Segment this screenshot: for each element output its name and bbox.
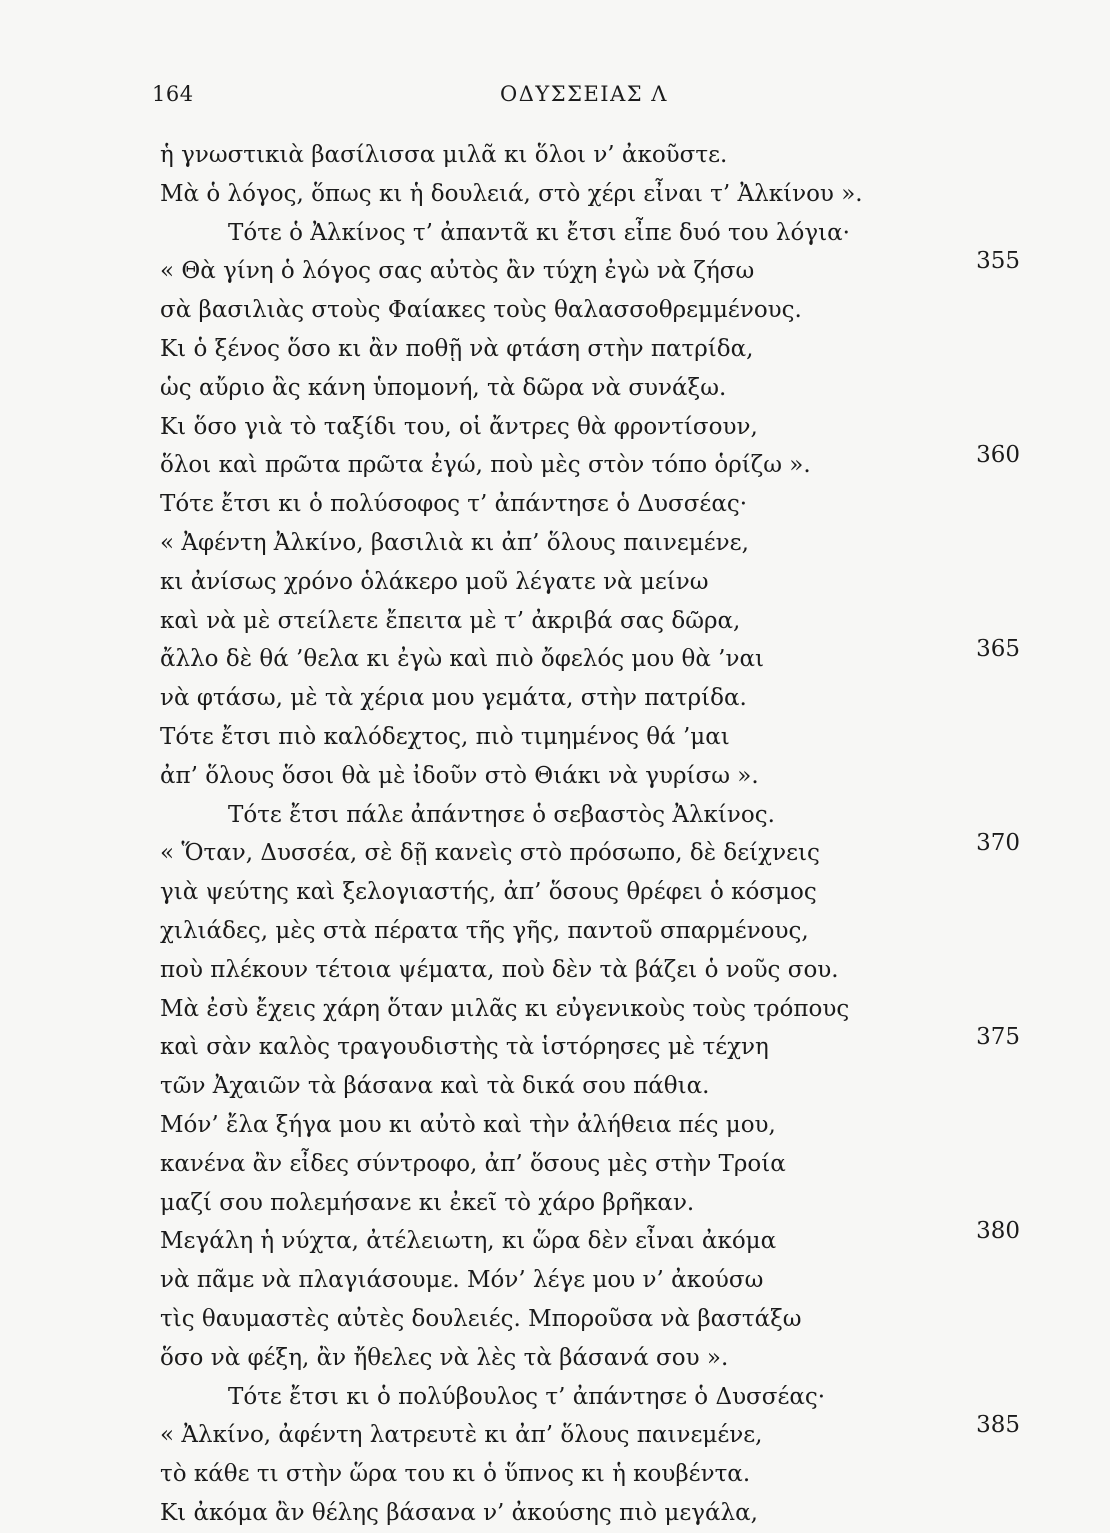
verse-line bbox=[160, 1339, 1020, 1378]
verse-text: ὡς αὔριο ἂς κάνη ὑπομονή, τὰ δῶρα νὰ συνάξω. bbox=[160, 374, 727, 401]
line-number: 360 bbox=[976, 442, 1020, 469]
verse-line bbox=[160, 1024, 1020, 1067]
verse-line bbox=[160, 1261, 1020, 1300]
verse-text: ποὺ πλέκουν τέτοια ψέματα, ποὺ δὲν τὰ βάζει ὁ νοῦς σου. bbox=[160, 956, 839, 983]
verse-line bbox=[160, 175, 1020, 214]
verse-line bbox=[160, 679, 1020, 718]
verse-line bbox=[160, 830, 1020, 873]
verse-text: μαζί σου πολεμήσανε κι ἐκεῖ τὸ χάρο βρῆκαν. bbox=[160, 1189, 695, 1216]
verse-line bbox=[160, 248, 1020, 291]
verse-text: Τότε ἔτσι πάλε ἀπάντησε ὁ σεβαστὸς Ἀλκίνος. bbox=[228, 801, 775, 828]
line-number: 355 bbox=[976, 248, 1020, 275]
line-number: 365 bbox=[976, 636, 1020, 663]
verse-line bbox=[160, 1218, 1020, 1261]
verse-line bbox=[160, 796, 1020, 835]
verse-text: σὰ βασιλιὰς στοὺς Φαίακες τοὺς θαλασσοθρεμμένους. bbox=[160, 297, 802, 324]
verse-text: Μὰ ἐσὺ ἔχεις χάρη ὅταν μιλᾶς κι εὐγενικοὺς τοὺς τρόπους bbox=[160, 995, 850, 1022]
line-number: 370 bbox=[976, 830, 1020, 857]
verse-text: Τότε ἔτσι κι ὁ πολύσοφος τ’ ἀπάντησε ὁ Δυσσέας· bbox=[160, 491, 748, 518]
line-number: 380 bbox=[976, 1218, 1020, 1245]
verse-text: ἀπ’ ὅλους ὅσοι θὰ μὲ ἰδοῦν στὸ Θιάκι νὰ γυρίσω ». bbox=[160, 762, 759, 789]
verse-text: Μόν’ ἔλα ξήγα μου κι αὐτὸ καὶ τὴν ἀλήθεια πές μου, bbox=[160, 1111, 776, 1138]
verse-line bbox=[160, 1378, 1020, 1417]
verse-text: καὶ νὰ μὲ στείλετε ἔπειτα μὲ τ’ ἀκριβά σας δῶρα, bbox=[160, 607, 741, 634]
verse-line bbox=[160, 524, 1020, 563]
verse-line bbox=[160, 330, 1020, 369]
verse-line bbox=[160, 291, 1020, 330]
verse-text: τὶς θαυμαστὲς αὐτὲς δουλειές. Μποροῦσα νὰ βαστάξω bbox=[160, 1305, 802, 1332]
verse-line bbox=[160, 1106, 1020, 1145]
verse-text: ὅσο νὰ φέξη, ἂν ἤθελες νὰ λὲς τὰ βάσανά σου ». bbox=[160, 1344, 729, 1371]
verse-text: νὰ πᾶμε νὰ πλαγιάσουμε. Μόν’ λέγε μου ν’ ἀκούσω bbox=[160, 1267, 764, 1294]
verse-text: καὶ σὰν καλὸς τραγουδιστὴς τὰ ἱστόρησες μὲ τέχνη bbox=[160, 1034, 769, 1061]
verse-line bbox=[160, 485, 1020, 524]
verse-line bbox=[160, 873, 1020, 912]
verse-text: ἄλλο δὲ θά ’θελα κι ἐγὼ καὶ πιὸ ὄφελός μου θὰ ’ναι bbox=[160, 646, 765, 673]
verse-block bbox=[160, 136, 1020, 1533]
verse-text: χιλιάδες, μὲς στὰ πέρατα τῆς γῆς, παντοῦ σπαρμένους, bbox=[160, 917, 809, 944]
verse-text: Κι ἀκόμα ἂν θέλης βάσανα ν’ ἀκούσης πιὸ μεγάλα, bbox=[160, 1499, 758, 1526]
verse-text: τῶν Ἀχαιῶν τὰ βάσανα καὶ τὰ δικά σου πάθια. bbox=[160, 1073, 710, 1100]
verse-line bbox=[160, 757, 1020, 796]
verse-line bbox=[160, 1145, 1020, 1184]
verse-line bbox=[160, 1184, 1020, 1223]
verse-line bbox=[160, 718, 1020, 757]
verse-line bbox=[160, 408, 1020, 447]
verse-text: Τότε ἔτσι πιὸ καλόδεχτος, πιὸ τιμημένος θά ’μαι bbox=[160, 723, 730, 750]
verse-line bbox=[160, 1412, 1020, 1455]
verse-line bbox=[160, 563, 1020, 602]
verse-line bbox=[160, 214, 1020, 253]
verse-line bbox=[160, 951, 1020, 990]
verse-text: ὅλοι καὶ πρῶτα πρῶτα ἐγώ, ποὺ μὲς στὸν τόπο ὁρίζω ». bbox=[160, 452, 811, 479]
line-number: 385 bbox=[976, 1412, 1020, 1439]
verse-line bbox=[160, 1300, 1020, 1339]
verse-text: κανένα ἂν εἶδες σύντροφο, ἀπ’ ὅσους μὲς στὴν Τροία bbox=[160, 1150, 786, 1177]
verse-text: Τότε ὁ Ἀλκίνος τ’ ἀπαντᾶ κι ἔτσι εἶπε δυό του λόγια· bbox=[228, 219, 850, 246]
verse-line bbox=[160, 602, 1020, 641]
verse-text: « Θὰ γίνη ὁ λόγος σας αὐτὸς ἂν τύχη ἐγὼ νὰ ζήσω bbox=[160, 258, 755, 285]
verse-text: « Ἀφέντη Ἀλκίνο, βασιλιὰ κι ἀπ’ ὅλους παινεμένε, bbox=[160, 529, 749, 556]
verse-text: κι ἀνίσως χρόνο ὁλάκερο μοῦ λέγατε νὰ μείνω bbox=[160, 568, 709, 595]
verse-line bbox=[160, 990, 1020, 1029]
verse-text: νὰ φτάσω, μὲ τὰ χέρια μου γεμάτα, στὴν πατρίδα. bbox=[160, 685, 747, 712]
verse-text: Κι ὁ ξένος ὅσο κι ἂν ποθῇ νὰ φτάση στὴν πατρίδα, bbox=[160, 335, 754, 362]
verse-text: Τότε ἔτσι κι ὁ πολύβουλος τ’ ἀπάντησε ὁ Δυσσέας· bbox=[228, 1383, 826, 1410]
verse-line bbox=[160, 636, 1020, 679]
line-number: 375 bbox=[976, 1024, 1020, 1051]
verse-text: Μεγάλη ἡ νύχτα, ἀτέλειωτη, κι ὥρα δὲν εἶναι ἀκόμα bbox=[160, 1228, 777, 1255]
verse-text: « Ἀλκίνο, ἀφέντη λατρευτὲ κι ἀπ’ ὅλους παινεμένε, bbox=[160, 1422, 763, 1449]
page-number: 164 bbox=[152, 82, 194, 106]
verse-line bbox=[160, 136, 1020, 175]
verse-line bbox=[160, 369, 1020, 408]
verse-line bbox=[160, 1067, 1020, 1106]
verse-line bbox=[160, 442, 1020, 485]
verse-line bbox=[160, 1455, 1020, 1494]
verse-line bbox=[160, 912, 1020, 951]
verse-text: Μὰ ὁ λόγος, ὅπως κι ἡ δουλειά, στὸ χέρι εἶναι τ’ Ἀλκίνου ». bbox=[160, 180, 863, 207]
verse-text: « Ὅταν, Δυσσέα, σὲ δῇ κανεὶς στὸ πρόσωπο, δὲ δείχνεις bbox=[160, 840, 820, 867]
running-title: ΟΔΥΣΣΕΙΑΣ Λ bbox=[500, 82, 668, 106]
page-header bbox=[152, 82, 1022, 112]
verse-text: ἡ γνωστικιὰ βασίλισσα μιλᾶ κι ὅλοι ν’ ἀκοῦστε. bbox=[160, 142, 728, 168]
verse-text: γιὰ ψεύτης καὶ ξελογιαστής, ἀπ’ ὅσους θρέφει ὁ κόσμος bbox=[160, 879, 817, 906]
verse-text: Κι ὅσο γιὰ τὸ ταξίδι του, οἱ ἄντρες θὰ φροντίσουν, bbox=[160, 413, 758, 440]
verse-text: τὸ κάθε τι στὴν ὥρα του κι ὁ ὕπνος κι ἡ κουβέντα. bbox=[160, 1461, 751, 1488]
